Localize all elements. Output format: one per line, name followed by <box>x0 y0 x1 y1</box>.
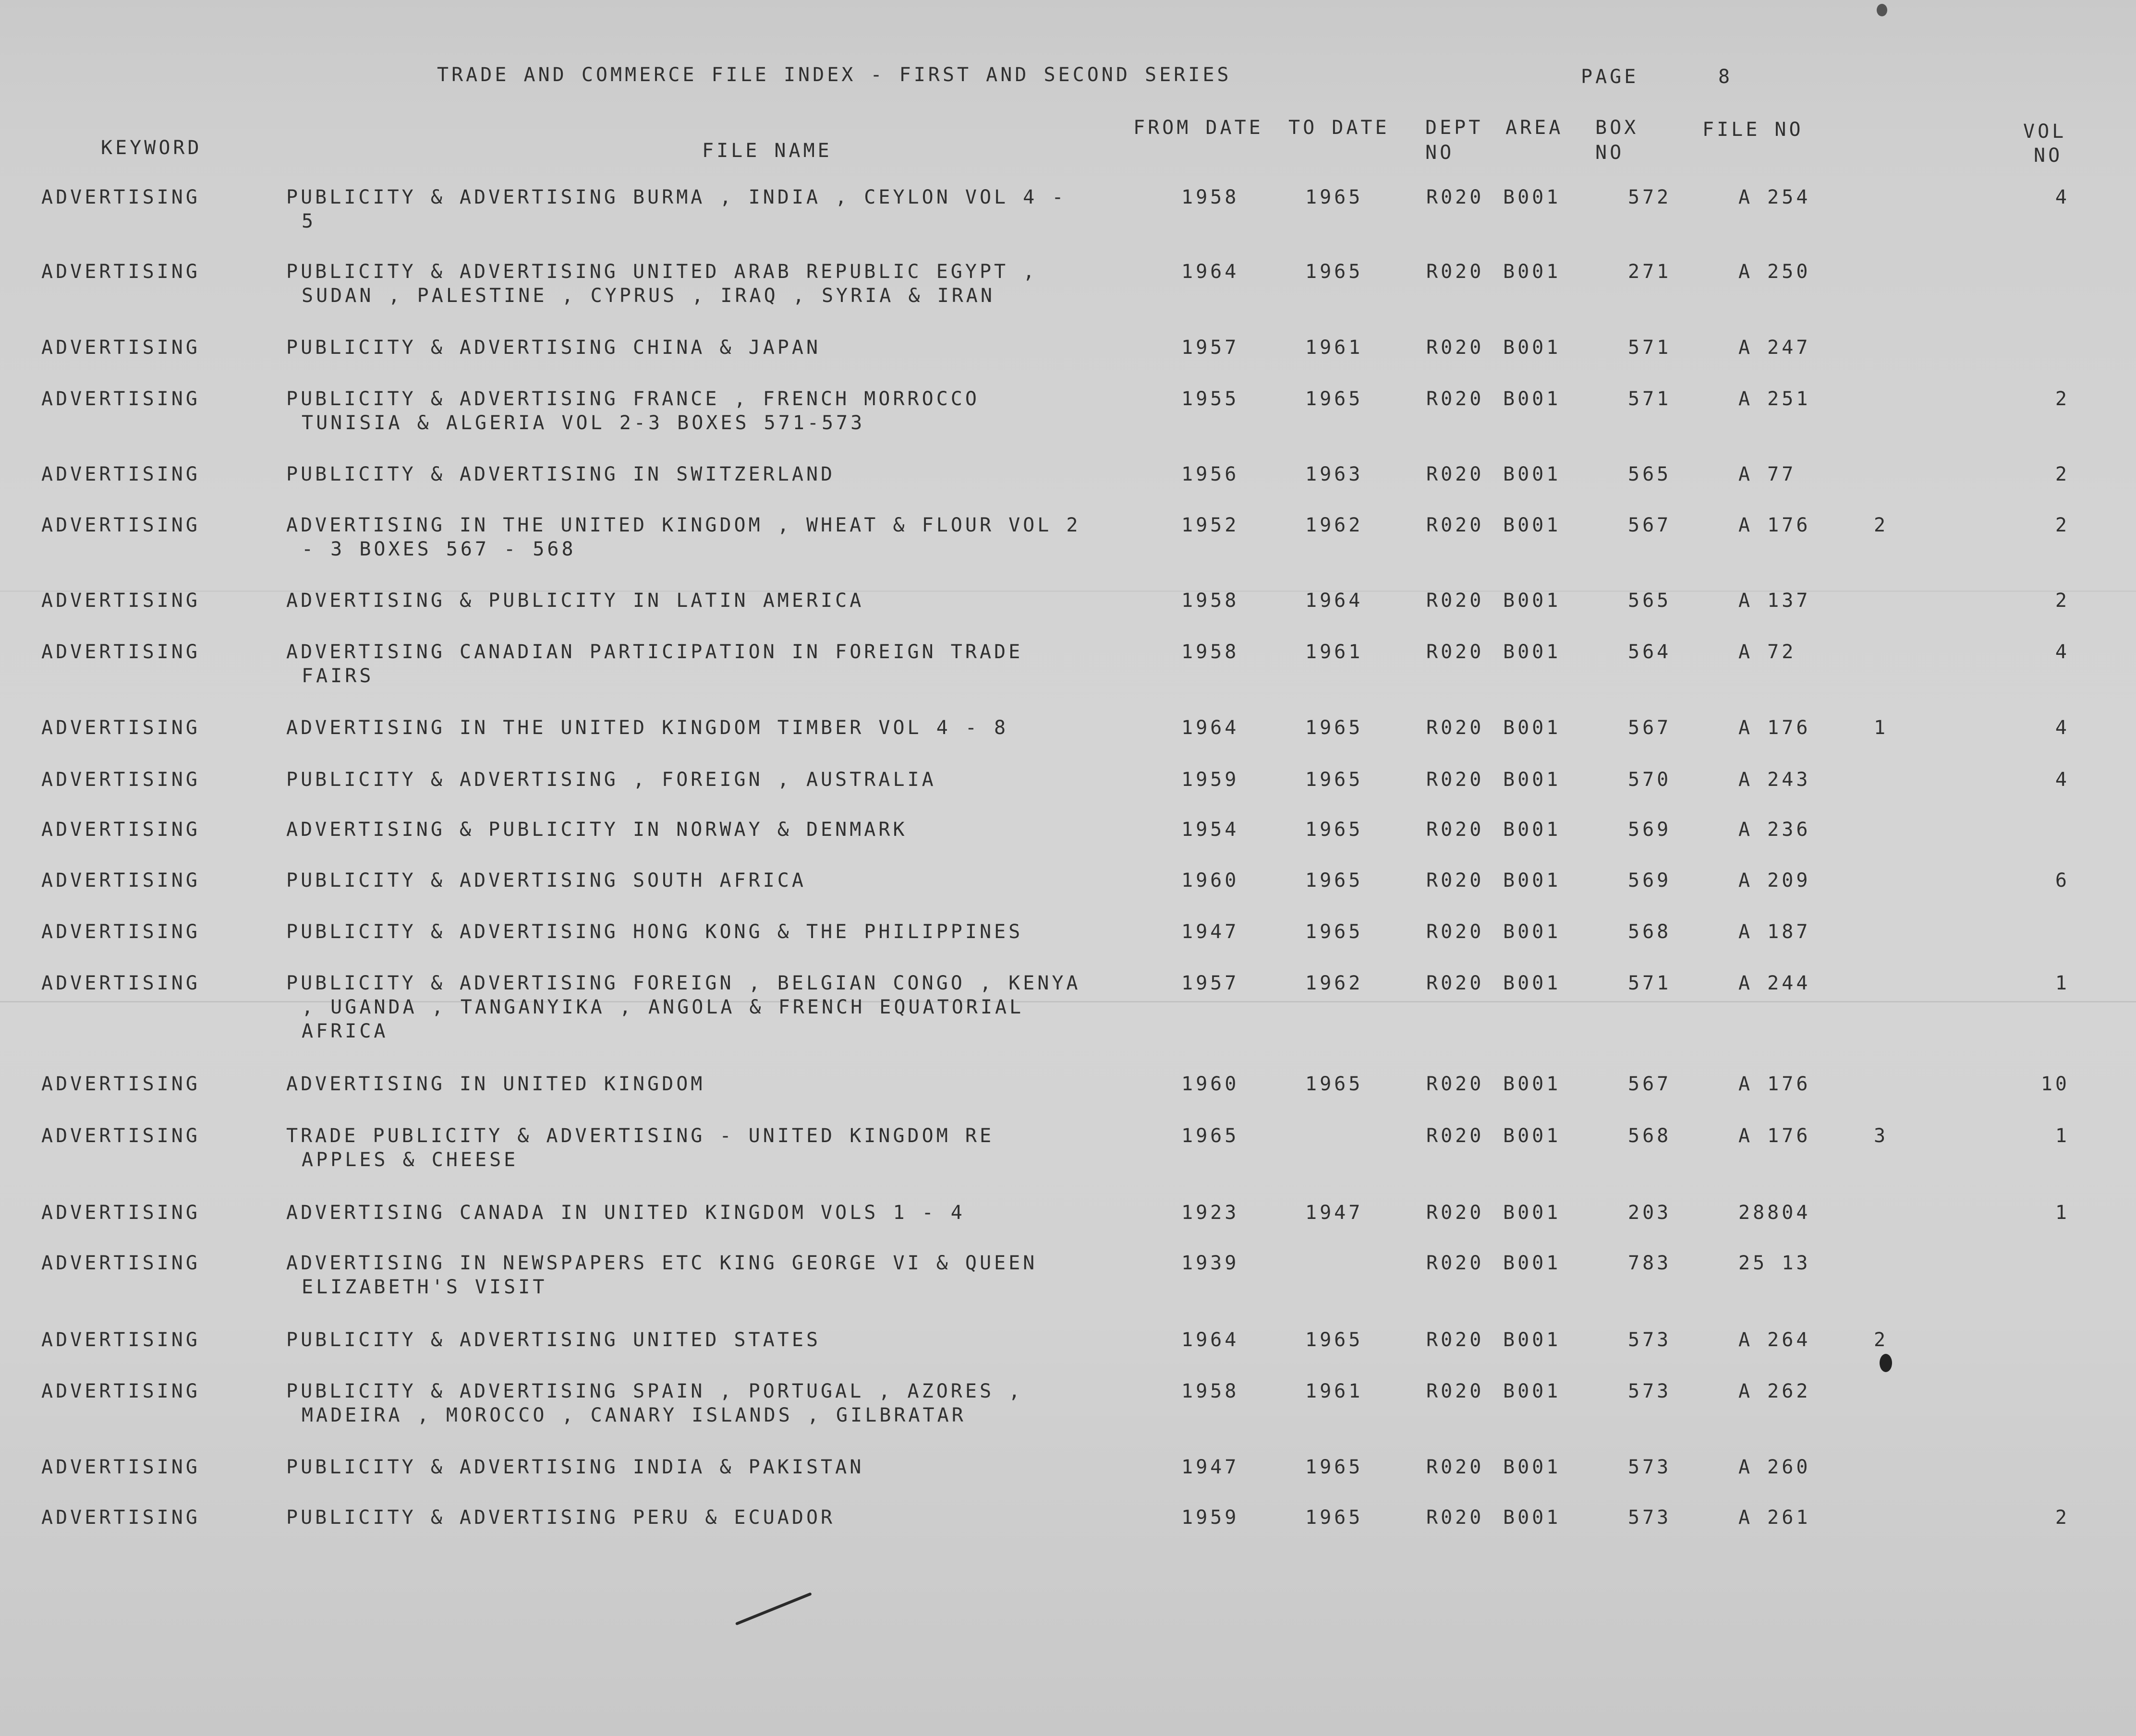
row-file-name-line2: - 3 BOXES 567 - 568 <box>302 538 576 560</box>
row-box-no: 565 <box>1628 463 1672 485</box>
row-box-no: 570 <box>1628 769 1672 791</box>
row-file-no: A 254 <box>1738 186 1811 208</box>
row-file-name-line1: PUBLICITY & ADVERTISING PERU & ECUADOR <box>286 1507 836 1529</box>
row-dept-no: R020 <box>1426 514 1484 536</box>
row-sub-no: 1 <box>1874 717 1889 739</box>
row-from-date: 1958 <box>1181 590 1239 612</box>
row-area: B001 <box>1503 1380 1561 1402</box>
row-file-no: A 261 <box>1738 1507 1811 1529</box>
column-header-box-no: NO <box>1595 142 1625 164</box>
row-file-name-line1: ADVERTISING IN NEWSPAPERS ETC KING GEORGE VI & QUEEN <box>286 1252 1038 1274</box>
row-dept-no: R020 <box>1426 972 1484 994</box>
row-file-no: A 176 <box>1738 1073 1811 1095</box>
row-file-name-line1: ADVERTISING IN THE UNITED KINGDOM , WHEAT & FLOUR VOL 2 <box>286 514 1081 536</box>
page-label: PAGE <box>1581 66 1639 88</box>
column-header-dept: DEPT <box>1425 117 1483 139</box>
row-box-no: 572 <box>1628 186 1672 208</box>
row-box-no: 564 <box>1628 641 1672 663</box>
row-dept-no: R020 <box>1426 869 1484 892</box>
row-file-no: 25 13 <box>1738 1252 1811 1274</box>
row-file-name-line2: APPLES & CHEESE <box>302 1149 519 1171</box>
row-keyword: ADVERTISING <box>41 641 200 663</box>
row-vol-no: 1 <box>2055 972 2070 994</box>
row-keyword: ADVERTISING <box>41 972 200 994</box>
row-to-date: 1965 <box>1305 819 1363 841</box>
row-file-name-line1: ADVERTISING IN THE UNITED KINGDOM TIMBER VOL 4 - 8 <box>286 717 1009 739</box>
row-keyword: ADVERTISING <box>41 186 200 208</box>
row-file-name-line1: PUBLICITY & ADVERTISING UNITED STATES <box>286 1329 821 1351</box>
row-keyword: ADVERTISING <box>41 1073 200 1095</box>
row-file-name-line2: 5 <box>302 210 316 232</box>
row-keyword: ADVERTISING <box>41 388 200 410</box>
row-from-date: 1939 <box>1181 1252 1239 1274</box>
row-box-no: 565 <box>1628 590 1672 612</box>
row-area: B001 <box>1503 388 1561 410</box>
row-area: B001 <box>1503 869 1561 892</box>
row-from-date: 1964 <box>1181 261 1239 283</box>
row-box-no: 271 <box>1628 261 1672 283</box>
row-to-date: 1965 <box>1305 869 1363 892</box>
row-keyword: ADVERTISING <box>41 514 200 536</box>
row-from-date: 1923 <box>1181 1202 1239 1224</box>
row-from-date: 1959 <box>1181 1507 1239 1529</box>
row-to-date: 1965 <box>1305 1456 1363 1478</box>
row-file-name-line1: PUBLICITY & ADVERTISING SPAIN , PORTUGAL , AZORES , <box>286 1380 1023 1402</box>
row-dept-no: R020 <box>1426 337 1484 359</box>
column-header-file-name: FILE NAME <box>702 140 832 162</box>
row-sub-no: 3 <box>1874 1125 1889 1147</box>
row-keyword: ADVERTISING <box>41 921 200 943</box>
row-file-no: A 243 <box>1738 769 1811 791</box>
row-keyword: ADVERTISING <box>41 590 200 612</box>
row-vol-no: 1 <box>2055 1202 2070 1224</box>
row-dept-no: R020 <box>1426 717 1484 739</box>
row-file-name-line2: TUNISIA & ALGERIA VOL 2-3 BOXES 571-573 <box>302 412 865 434</box>
row-from-date: 1964 <box>1181 717 1239 739</box>
row-file-name-line1: ADVERTISING IN UNITED KINGDOM <box>286 1073 705 1095</box>
row-box-no: 567 <box>1628 717 1672 739</box>
row-keyword: ADVERTISING <box>41 1507 200 1529</box>
row-area: B001 <box>1503 1202 1561 1224</box>
row-keyword: ADVERTISING <box>41 1202 200 1224</box>
row-box-no: 568 <box>1628 1125 1672 1147</box>
row-dept-no: R020 <box>1426 186 1484 208</box>
row-area: B001 <box>1503 337 1561 359</box>
row-from-date: 1960 <box>1181 1073 1239 1095</box>
row-box-no: 573 <box>1628 1507 1672 1529</box>
row-file-no: A 176 <box>1738 514 1811 536</box>
row-area: B001 <box>1503 1252 1561 1274</box>
row-from-date: 1959 <box>1181 769 1239 791</box>
row-dept-no: R020 <box>1426 388 1484 410</box>
row-keyword: ADVERTISING <box>41 1125 200 1147</box>
row-box-no: 573 <box>1628 1329 1672 1351</box>
row-from-date: 1956 <box>1181 463 1239 485</box>
row-from-date: 1965 <box>1181 1125 1239 1147</box>
row-vol-no: 2 <box>2055 514 2070 536</box>
row-box-no: 573 <box>1628 1456 1672 1478</box>
row-from-date: 1954 <box>1181 819 1239 841</box>
row-area: B001 <box>1503 1329 1561 1351</box>
row-box-no: 571 <box>1628 388 1672 410</box>
row-dept-no: R020 <box>1426 261 1484 283</box>
row-from-date: 1947 <box>1181 1456 1239 1478</box>
row-keyword: ADVERTISING <box>41 1456 200 1478</box>
row-from-date: 1955 <box>1181 388 1239 410</box>
row-to-date: 1965 <box>1305 261 1363 283</box>
column-header-dept-no: NO <box>1425 142 1455 164</box>
row-area: B001 <box>1503 1507 1561 1529</box>
scratch-mark <box>735 1592 812 1626</box>
row-file-no: A 72 <box>1738 641 1796 663</box>
row-dept-no: R020 <box>1426 1456 1484 1478</box>
row-file-name-line1: PUBLICITY & ADVERTISING , FOREIGN , AUSTRALIA <box>286 769 936 791</box>
row-keyword: ADVERTISING <box>41 769 200 791</box>
row-file-no: A 250 <box>1738 261 1811 283</box>
row-file-name-line2: MADEIRA , MOROCCO , CANARY ISLANDS , GILBRATAR <box>302 1404 966 1426</box>
row-file-name-line1: PUBLICITY & ADVERTISING FOREIGN , BELGIAN CONGO , KENYA <box>286 972 1081 994</box>
row-box-no: 567 <box>1628 514 1672 536</box>
row-area: B001 <box>1503 590 1561 612</box>
row-file-name-line1: ADVERTISING CANADA IN UNITED KINGDOM VOLS 1 - 4 <box>286 1202 965 1224</box>
row-file-no: A 251 <box>1738 388 1811 410</box>
row-file-no: A 264 <box>1738 1329 1811 1351</box>
row-file-no: A 247 <box>1738 337 1811 359</box>
row-dept-no: R020 <box>1426 819 1484 841</box>
row-to-date: 1965 <box>1305 1329 1363 1351</box>
row-dept-no: R020 <box>1426 1125 1484 1147</box>
row-from-date: 1964 <box>1181 1329 1239 1351</box>
row-dept-no: R020 <box>1426 1507 1484 1529</box>
row-from-date: 1957 <box>1181 337 1239 359</box>
row-dept-no: R020 <box>1426 641 1484 663</box>
row-to-date: 1965 <box>1305 388 1363 410</box>
row-to-date: 1962 <box>1305 514 1363 536</box>
row-area: B001 <box>1503 641 1561 663</box>
row-file-no: A 187 <box>1738 921 1811 943</box>
row-dept-no: R020 <box>1426 921 1484 943</box>
row-from-date: 1957 <box>1181 972 1239 994</box>
row-file-name-line2: , UGANDA , TANGANYIKA , ANGOLA & FRENCH EQUATORIAL <box>302 996 1024 1018</box>
row-area: B001 <box>1503 463 1561 485</box>
row-box-no: 568 <box>1628 921 1672 943</box>
row-to-date: 1965 <box>1305 186 1363 208</box>
row-box-no: 569 <box>1628 819 1672 841</box>
row-area: B001 <box>1503 1456 1561 1478</box>
row-area: B001 <box>1503 186 1561 208</box>
row-box-no: 571 <box>1628 972 1672 994</box>
row-dept-no: R020 <box>1426 1252 1484 1274</box>
row-file-no: A 244 <box>1738 972 1811 994</box>
row-file-name-line1: PUBLICITY & ADVERTISING BURMA , INDIA , CEYLON VOL 4 - <box>286 186 1067 208</box>
row-dept-no: R020 <box>1426 463 1484 485</box>
row-file-name-line2: ELIZABETH'S VISIT <box>302 1276 547 1298</box>
row-vol-no: 2 <box>2055 590 2070 612</box>
row-box-no: 567 <box>1628 1073 1672 1095</box>
row-file-name-line2: FAIRS <box>302 665 374 687</box>
row-file-no: A 236 <box>1738 819 1811 841</box>
row-area: B001 <box>1503 921 1561 943</box>
row-vol-no: 2 <box>2055 388 2070 410</box>
row-file-no: 28804 <box>1738 1202 1811 1224</box>
row-to-date: 1963 <box>1305 463 1363 485</box>
row-vol-no: 10 <box>2040 1073 2070 1095</box>
row-file-no: A 260 <box>1738 1456 1811 1478</box>
row-keyword: ADVERTISING <box>41 1380 200 1402</box>
row-area: B001 <box>1503 261 1561 283</box>
row-dept-no: R020 <box>1426 1380 1484 1402</box>
row-file-name-line1: PUBLICITY & ADVERTISING SOUTH AFRICA <box>286 869 806 892</box>
column-header-to-date: TO DATE <box>1288 117 1390 139</box>
row-area: B001 <box>1503 769 1561 791</box>
row-file-name-line1: ADVERTISING & PUBLICITY IN LATIN AMERICA <box>286 590 864 612</box>
column-header-area: AREA <box>1505 117 1564 139</box>
row-file-name-line1: ADVERTISING & PUBLICITY IN NORWAY & DENMARK <box>286 819 908 841</box>
row-from-date: 1947 <box>1181 921 1239 943</box>
row-area: B001 <box>1503 972 1561 994</box>
row-area: B001 <box>1503 717 1561 739</box>
row-file-no: A 262 <box>1738 1380 1811 1402</box>
row-area: B001 <box>1503 1073 1561 1095</box>
row-vol-no: 6 <box>2055 869 2070 892</box>
row-file-name-line1: PUBLICITY & ADVERTISING FRANCE , FRENCH MORROCCO <box>286 388 980 410</box>
row-to-date: 1965 <box>1305 717 1363 739</box>
row-file-no: A 176 <box>1738 1125 1811 1147</box>
row-box-no: 783 <box>1628 1252 1672 1274</box>
row-keyword: ADVERTISING <box>41 463 200 485</box>
row-from-date: 1958 <box>1181 186 1239 208</box>
row-vol-no: 2 <box>2055 1507 2070 1529</box>
row-dept-no: R020 <box>1426 769 1484 791</box>
row-keyword: ADVERTISING <box>41 869 200 892</box>
ink-spot <box>1877 4 1887 16</box>
row-vol-no: 1 <box>2055 1125 2070 1147</box>
row-to-date: 1965 <box>1305 921 1363 943</box>
row-file-name-line3: AFRICA <box>302 1020 388 1042</box>
row-file-name-line1: TRADE PUBLICITY & ADVERTISING - UNITED KINGDOM RE <box>286 1125 995 1147</box>
row-vol-no: 4 <box>2055 186 2070 208</box>
row-from-date: 1960 <box>1181 869 1239 892</box>
row-file-name-line1: PUBLICITY & ADVERTISING IN SWITZERLAND <box>286 463 836 485</box>
row-file-no: A 137 <box>1738 590 1811 612</box>
row-sub-no: 2 <box>1874 1329 1889 1351</box>
column-header-vol: VOL <box>2023 121 2067 143</box>
row-dept-no: R020 <box>1426 1329 1484 1351</box>
row-to-date: 1965 <box>1305 1073 1363 1095</box>
row-keyword: ADVERTISING <box>41 819 200 841</box>
ink-spot <box>1880 1354 1892 1372</box>
row-to-date: 1962 <box>1305 972 1363 994</box>
row-dept-no: R020 <box>1426 1202 1484 1224</box>
row-vol-no: 4 <box>2055 769 2070 791</box>
document-title: TRADE AND COMMERCE FILE INDEX - FIRST AND SECOND SERIES <box>437 64 1232 86</box>
row-keyword: ADVERTISING <box>41 1252 200 1274</box>
row-file-name-line2: SUDAN , PALESTINE , CYPRUS , IRAQ , SYRIA & IRAN <box>302 285 995 307</box>
row-from-date: 1958 <box>1181 641 1239 663</box>
column-header-keyword: KEYWORD <box>101 137 202 159</box>
row-to-date: 1961 <box>1305 1380 1363 1402</box>
row-to-date: 1965 <box>1305 1507 1363 1529</box>
row-area: B001 <box>1503 1125 1561 1147</box>
row-dept-no: R020 <box>1426 590 1484 612</box>
row-file-no: A 209 <box>1738 869 1811 892</box>
row-file-no: A 176 <box>1738 717 1811 739</box>
row-box-no: 573 <box>1628 1380 1672 1402</box>
row-keyword: ADVERTISING <box>41 1329 200 1351</box>
row-from-date: 1952 <box>1181 514 1239 536</box>
row-file-no: A 77 <box>1738 463 1796 485</box>
row-file-name-line1: PUBLICITY & ADVERTISING HONG KONG & THE PHILIPPINES <box>286 921 1023 943</box>
row-keyword: ADVERTISING <box>41 717 200 739</box>
row-to-date: 1961 <box>1305 641 1363 663</box>
row-sub-no: 2 <box>1874 514 1889 536</box>
row-to-date: 1964 <box>1305 590 1363 612</box>
row-box-no: 571 <box>1628 337 1672 359</box>
row-keyword: ADVERTISING <box>41 261 200 283</box>
column-header-from-date: FROM DATE <box>1133 117 1263 139</box>
row-file-name-line1: ADVERTISING CANADIAN PARTICIPATION IN FOREIGN TRADE <box>286 641 1023 663</box>
row-vol-no: 2 <box>2055 463 2070 485</box>
row-box-no: 203 <box>1628 1202 1672 1224</box>
row-area: B001 <box>1503 819 1561 841</box>
column-header-box: BOX <box>1595 117 1639 139</box>
column-header-file-no: FILE NO <box>1702 119 1804 141</box>
row-dept-no: R020 <box>1426 1073 1484 1095</box>
row-vol-no: 4 <box>2055 717 2070 739</box>
row-file-name-line1: PUBLICITY & ADVERTISING UNITED ARAB REPUBLIC EGYPT , <box>286 261 1038 283</box>
page-number: 8 <box>1718 66 1733 88</box>
row-vol-no: 4 <box>2055 641 2070 663</box>
row-file-name-line1: PUBLICITY & ADVERTISING CHINA & JAPAN <box>286 337 821 359</box>
row-file-name-line1: PUBLICITY & ADVERTISING INDIA & PAKISTAN <box>286 1456 864 1478</box>
row-box-no: 569 <box>1628 869 1672 892</box>
row-area: B001 <box>1503 514 1561 536</box>
row-to-date: 1961 <box>1305 337 1363 359</box>
column-header-vol-no: NO <box>2034 145 2063 167</box>
row-from-date: 1958 <box>1181 1380 1239 1402</box>
row-keyword: ADVERTISING <box>41 337 200 359</box>
row-to-date: 1965 <box>1305 769 1363 791</box>
row-to-date: 1947 <box>1305 1202 1363 1224</box>
